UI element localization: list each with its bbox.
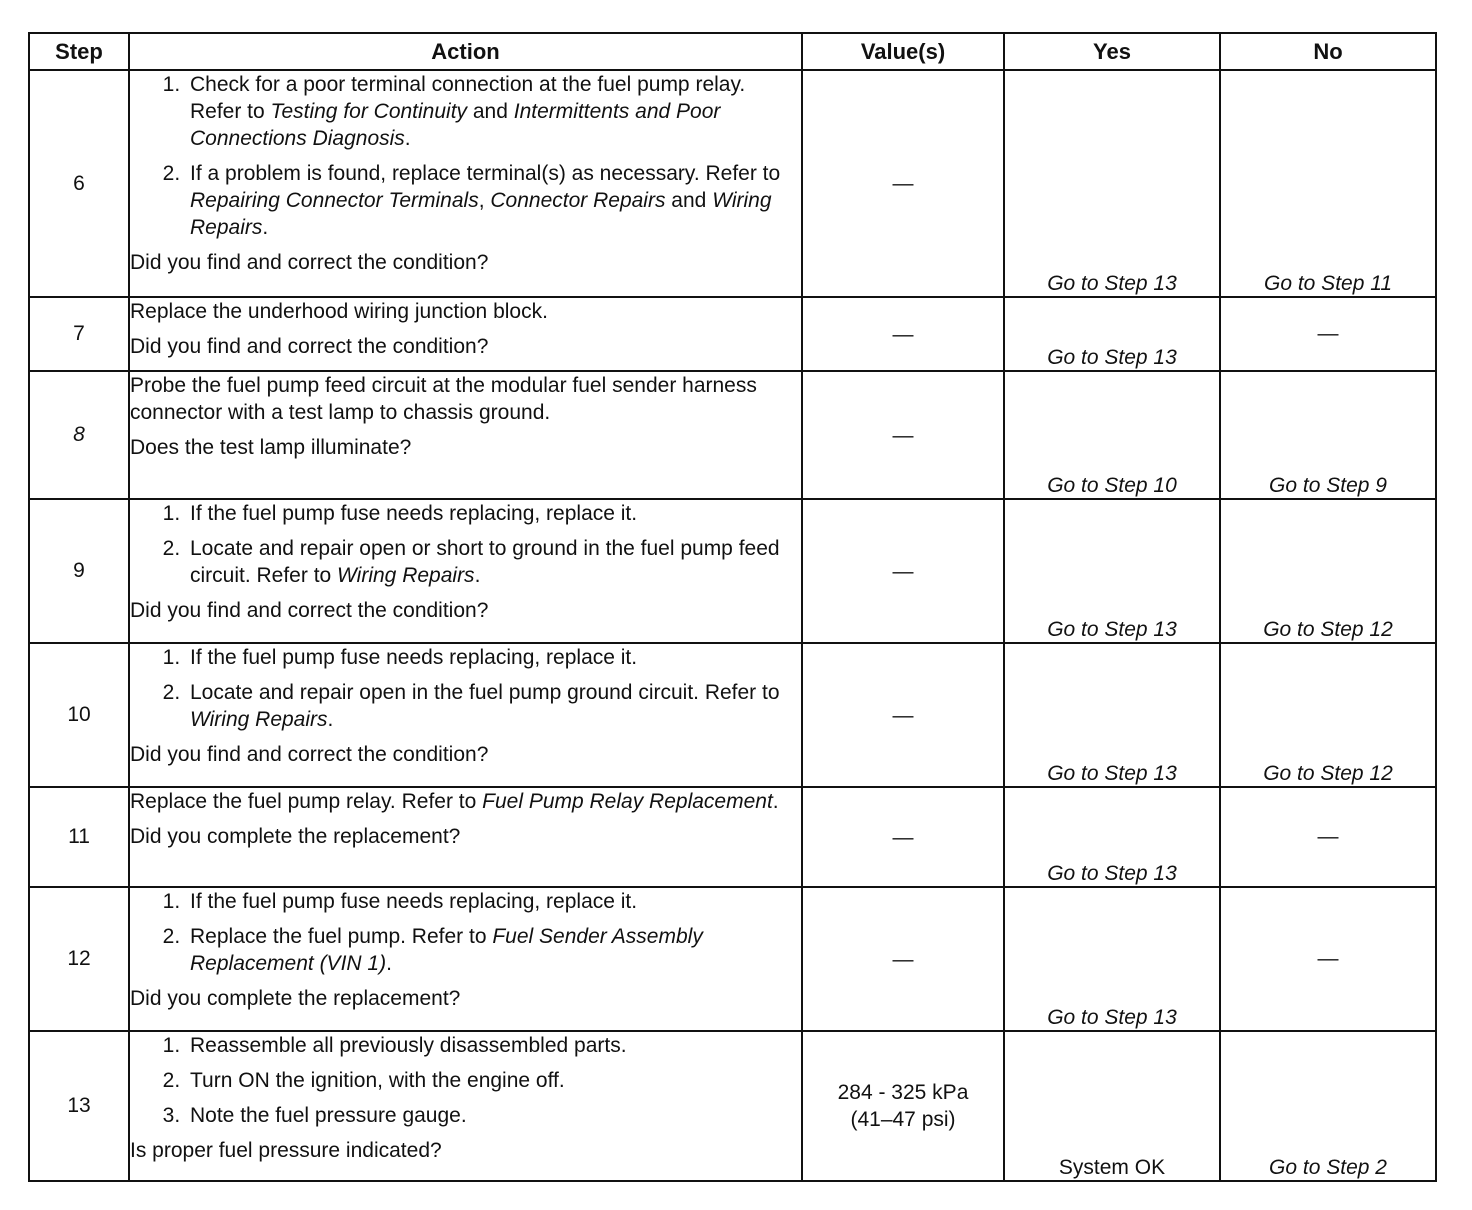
no-cell xyxy=(1220,1031,1436,1181)
reference-link-text: Wiring Repairs xyxy=(190,708,328,731)
step-number: 9 xyxy=(29,499,129,643)
value-cell: — xyxy=(802,887,1004,1031)
value-cell: — xyxy=(802,70,1004,297)
table-row xyxy=(29,297,1436,371)
list-item: 2. Locate and repair open in the fuel pump ground circuit. Refer to Wiring Repairs. xyxy=(186,679,801,733)
yes-cell xyxy=(1004,643,1220,787)
no-target: Go to Step 9 xyxy=(1269,474,1387,497)
reference-link-text: Fuel Pump Relay Replacement xyxy=(482,790,773,813)
action-cell xyxy=(129,643,802,787)
list-item: 1. Check for a poor terminal connection at the fuel pump relay. Refer to Testing for Continuity and Intermittents and Poor Connections Diagnosis. xyxy=(186,71,801,152)
yes-target: Go to Step 13 xyxy=(1047,1006,1177,1029)
action-question: Did you find and correct the condition? xyxy=(130,251,489,274)
action-question: Is proper fuel pressure indicated? xyxy=(130,1139,442,1162)
no-target: Go to Step 11 xyxy=(1263,272,1393,295)
list-item: 2. Turn ON the ignition, with the engine off. xyxy=(186,1067,801,1094)
reference-link-text: Fuel Sender Assembly Replacement (VIN 1) xyxy=(190,925,703,975)
list-item: 2. Replace the fuel pump. Refer to Fuel Sender Assembly Replacement (VIN 1). xyxy=(186,923,801,977)
header-no: No xyxy=(1220,33,1436,70)
no-target: Go to Step 12 xyxy=(1263,618,1393,641)
header-action: Action xyxy=(129,33,802,70)
yes-cell xyxy=(1004,887,1220,1031)
yes-target: System OK xyxy=(1058,1156,1166,1179)
no-cell xyxy=(1220,499,1436,643)
yes-target: Go to Step 13 xyxy=(1047,346,1177,369)
reference-link-text: Testing for Continuity xyxy=(270,100,468,123)
action-text: Replace the underhood wiring junction block. xyxy=(130,300,548,323)
reference-link-text: Connector Repairs xyxy=(490,189,666,212)
yes-target: Go to Step 13 xyxy=(1047,272,1177,295)
list-item: 2. Locate and repair open or short to ground in the fuel pump feed circuit. Refer to Wiring Repairs. xyxy=(186,535,801,589)
list-item: 3. Note the fuel pressure gauge. xyxy=(186,1102,801,1129)
list-item: 1. If the fuel pump fuse needs replacing, replace it. xyxy=(186,500,801,527)
step-number: 13 xyxy=(29,1031,129,1181)
table-row xyxy=(29,371,1436,499)
table-row xyxy=(29,887,1436,1031)
action-question: Did you find and correct the condition? xyxy=(130,599,489,622)
yes-target: Go to Step 13 xyxy=(1047,762,1177,785)
list-item: 1. If the fuel pump fuse needs replacing, replace it. xyxy=(186,644,801,671)
action-cell xyxy=(129,297,802,371)
step-number: 12 xyxy=(29,887,129,1031)
value-cell: — xyxy=(802,297,1004,371)
action-cell xyxy=(129,499,802,643)
yes-target: Go to Step 10 xyxy=(1047,474,1177,497)
no-cell xyxy=(1220,787,1436,887)
yes-cell xyxy=(1004,371,1220,499)
value-cell: — xyxy=(802,787,1004,887)
yes-cell xyxy=(1004,787,1220,887)
yes-cell xyxy=(1004,297,1220,371)
action-text: Probe the fuel pump feed circuit at the modular fuel sender harness connector with a test lamp to chassis ground. xyxy=(130,374,757,424)
action-cell xyxy=(129,887,802,1031)
no-target: Go to Step 12 xyxy=(1263,762,1393,785)
action-steps-list xyxy=(130,500,801,589)
step-number: 8 xyxy=(29,371,129,499)
no-target: — xyxy=(1317,825,1339,848)
reference-link-text: Repairing Connector Terminals xyxy=(190,189,479,212)
no-cell xyxy=(1220,297,1436,371)
step-number: 11 xyxy=(29,787,129,887)
yes-cell xyxy=(1004,499,1220,643)
list-item: 2. If a problem is found, replace terminal(s) as necessary. Refer to Repairing Connector Terminals, Connector Repairs and Wiring Repairs. xyxy=(186,160,801,241)
table-row xyxy=(29,787,1436,887)
step-number: 7 xyxy=(29,297,129,371)
table-row xyxy=(29,1031,1436,1181)
step-number: 6 xyxy=(29,70,129,297)
action-question: Does the test lamp illuminate? xyxy=(130,436,412,459)
list-item: 1. If the fuel pump fuse needs replacing, replace it. xyxy=(186,888,801,915)
yes-cell xyxy=(1004,70,1220,297)
table-row xyxy=(29,70,1436,297)
yes-cell xyxy=(1004,1031,1220,1181)
header-step: Step xyxy=(29,33,129,70)
reference-link-text: Intermittents and Poor Connections Diagnosis xyxy=(190,100,721,150)
header-yes: Yes xyxy=(1004,33,1220,70)
action-question: Did you complete the replacement? xyxy=(130,825,461,848)
no-cell xyxy=(1220,887,1436,1031)
no-cell xyxy=(1220,643,1436,787)
no-cell xyxy=(1220,70,1436,297)
no-target: — xyxy=(1317,322,1339,345)
action-cell xyxy=(129,787,802,887)
diagnostic-table xyxy=(28,32,1437,1182)
action-steps-list xyxy=(130,644,801,733)
action-steps-list xyxy=(130,1032,801,1129)
action-cell xyxy=(129,371,802,499)
yes-target: Go to Step 13 xyxy=(1047,618,1177,641)
list-item: 1. Reassemble all previously disassembled parts. xyxy=(186,1032,801,1059)
yes-target: Go to Step 13 xyxy=(1047,862,1177,885)
value-cell: — xyxy=(802,643,1004,787)
reference-link-text: Wiring Repairs xyxy=(337,564,475,587)
no-target: — xyxy=(1317,947,1339,970)
action-question: Did you find and correct the condition? xyxy=(130,335,489,358)
header-row xyxy=(29,33,1436,70)
action-cell xyxy=(129,70,802,297)
step-number: 10 xyxy=(29,643,129,787)
action-steps-list xyxy=(130,888,801,977)
table-row xyxy=(29,499,1436,643)
value-cell: — xyxy=(802,371,1004,499)
reference-link-text: Wiring Repairs xyxy=(190,189,772,239)
value-cell: 284 - 325 kPa (41–47 psi) xyxy=(802,1031,1004,1181)
action-text: Replace the fuel pump relay. Refer to Fuel Pump Relay Replacement. xyxy=(130,790,779,813)
value-cell: — xyxy=(802,499,1004,643)
action-question: Did you find and correct the condition? xyxy=(130,743,489,766)
action-steps-list xyxy=(130,71,801,241)
header-values: Value(s) xyxy=(802,33,1004,70)
action-question: Did you complete the replacement? xyxy=(130,987,461,1010)
no-cell xyxy=(1220,371,1436,499)
no-target: Go to Step 2 xyxy=(1269,1156,1387,1179)
action-cell xyxy=(129,1031,802,1181)
table-row xyxy=(29,643,1436,787)
